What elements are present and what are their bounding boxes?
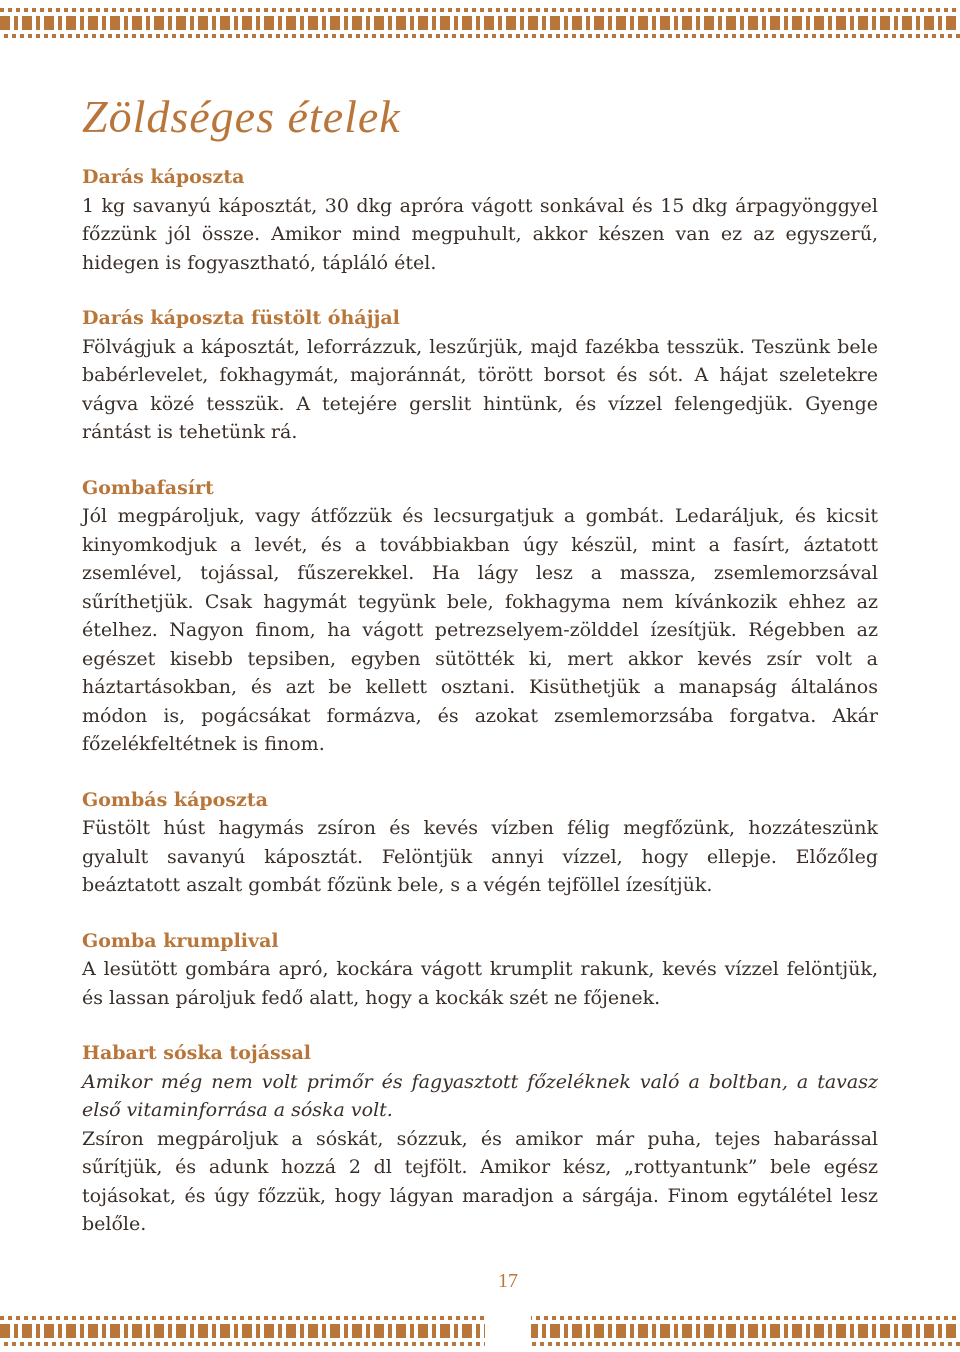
recipe-text: Jól megpároljuk, vagy átfőzzük és lecsurgatjuk a gombát. Ledaráljuk, és kicsit kinyomkodjuk a levét, és a továbbiakban úgy készül, mint a fasírt, áztatott zsemlével, tojással, fűszerekkel. Ha lágy lesz a massza, zsemlemorzsával sűríthetjük. Csak hagymát tegyünk bele, fokhagyma nem kívánkozik ehhez az ételhez. Nagyon finom, ha vágott petrezselyem-zölddel ízesítjük. Régebben az egészet kisebb tepsiben, egyben sütötték ki, mert akkor kevés zsír volt a háztartásokban, és azt be kellett osztani. Kisüthetjük a manapság általános módon is, pogácsákat formázva, és azokat zsemlemorzsába forgatva. Akár főzelékfeltétnek is finom. bbox=[82, 505, 878, 755]
recipe-title: Darás káposzta füstölt óhájjal bbox=[82, 307, 400, 329]
recipe-text: Füstölt húst hagymás zsíron és kevés vízben félig megfőzünk, hozzáteszünk gyalult savanyú káposztát. Felöntjük annyi vízzel, hogy ellepje. Előzőleg beáztatott aszalt gombát főzünk bele, s a végén tejföllel ízesítjük. bbox=[82, 817, 878, 896]
recipe-text: 1 kg savanyú káposztát, 30 dkg apróra vágott sonkával és 15 dkg árpagyönggyel főzzünk jól össze. Amikor mind megpuhult, akkor készen van ez az egyszerű, hidegen is fogyasztható, tápláló étel. bbox=[82, 194, 878, 274]
recipe-title: Habart sóska tojással bbox=[82, 1042, 311, 1064]
recipe-gombas-kaposzta bbox=[82, 786, 878, 900]
recipe-title: Darás káposzta bbox=[82, 166, 245, 188]
recipe-text: A lesütött gombára apró, kockára vágott krumplit rakunk, kevés vízzel felöntjük, és lassan pároljuk fedő alatt, hogy a kockák szét ne főjenek. bbox=[82, 958, 878, 1009]
recipe-intro: Amikor még nem volt primőr és fagyasztott főzeléknek való a boltban, a tavasz első vitaminforrása a sóska volt. bbox=[82, 1070, 878, 1121]
recipe-text: Fölvágjuk a káposztát, leforrázzuk, leszűrjük, majd fazékba tesszük. Teszünk bele babérlevelet, fokhagymát, majoránnát, törött borsot és sót. A hájat szeletekre vágva közé tesszük. A tetejére gerslit hintünk, és vízzel felengedjük. Gyenge rántást is tehetünk rá. bbox=[82, 335, 878, 443]
decorative-border-top bbox=[0, 8, 960, 38]
recipe-gombafasirt bbox=[82, 474, 878, 759]
page-title: Zöldséges ételek bbox=[82, 91, 401, 142]
recipe-daras-kaposzta bbox=[82, 163, 878, 277]
recipe-gomba-krumplival bbox=[82, 927, 878, 1013]
recipe-list bbox=[82, 163, 878, 1266]
recipe-habart-soska-tojassal bbox=[82, 1039, 878, 1239]
recipe-title: Gombás káposzta bbox=[82, 788, 268, 811]
page-number: 17 bbox=[498, 1270, 518, 1292]
decorative-border-bottom bbox=[0, 1316, 960, 1346]
recipe-title: Gombafasírt bbox=[82, 476, 214, 499]
recipe-title: Gomba krumplival bbox=[82, 929, 279, 952]
recipe-text: Zsíron megpároljuk a sóskát, sózzuk, és amikor már puha, tejes habarással sűrítjük, és adunk hozzá 2 dl tejfölt. Amikor kész, „rottyantunk” bele egész tojásokat, és úgy főzzük, hogy lágyan maradjon a sárgája. Finom egytálétel lesz belőle. bbox=[82, 1127, 878, 1235]
recipe-daras-kaposzta-fustolt-ohajjal bbox=[82, 304, 878, 447]
